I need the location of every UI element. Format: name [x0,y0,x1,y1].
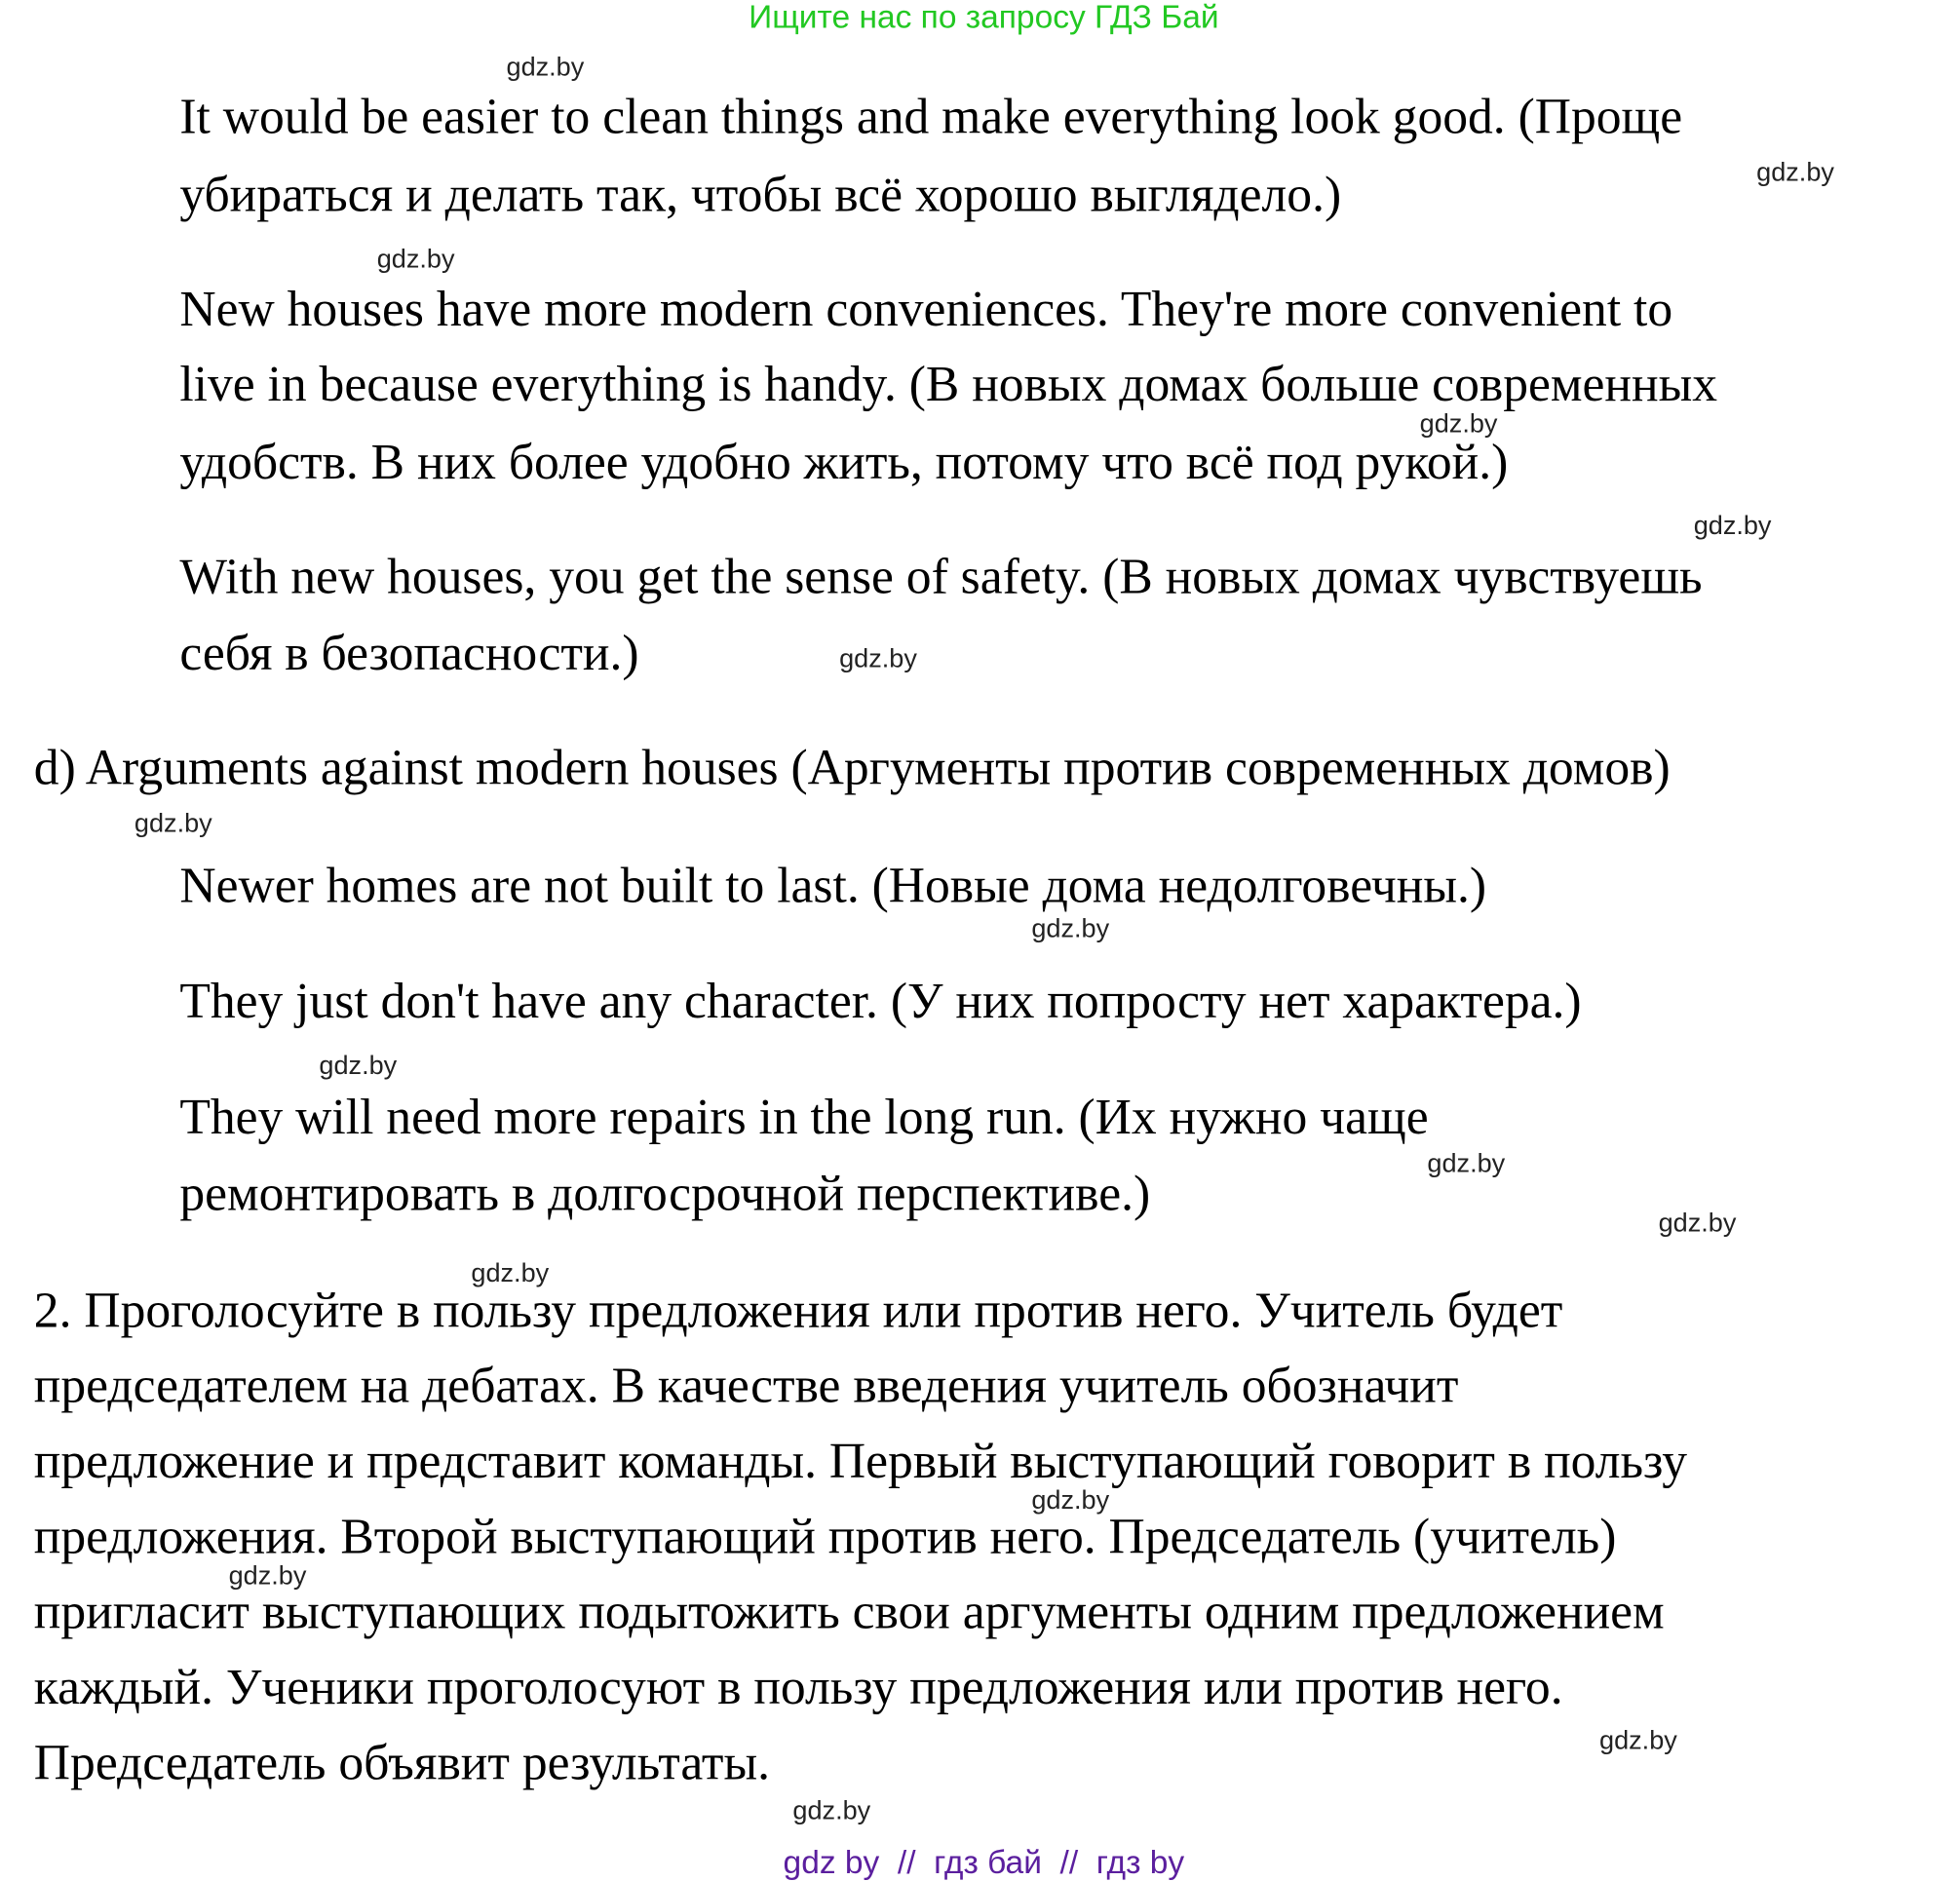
task-2-line: предложение и представит команды. Первый выступающий говорит в пользу [33,1432,1688,1489]
watermark: gdz.by [1427,1149,1506,1179]
watermark: gdz.by [376,245,455,275]
text-line: себя в безопасности.) [179,624,639,681]
text-line: They will need more repairs in the long run. (Их нужно чаще [179,1088,1429,1145]
watermark: gdz.by [792,1796,871,1826]
watermark: gdz.by [134,809,212,838]
watermark: gdz.by [506,53,585,82]
watermark: gdz.by [1756,158,1834,188]
text-line: New houses have more modern conveniences. They're more convenient to [179,280,1673,337]
task-2-line: пригласит выступающих подытожить свои аргументы одним предложением [33,1583,1665,1640]
watermark: gdz.by [1419,409,1498,439]
section-heading-d: d) Arguments against modern houses (Аргументы против современных домов) [33,738,1671,796]
watermark: gdz.by [1658,1209,1737,1238]
text-line: Newer homes are not built to last. (Новые дома недолговечны.) [179,857,1487,914]
task-2-line: каждый. Ученики проголосуют в пользу предложения или против него. [33,1658,1563,1715]
watermark: gdz.by [1599,1726,1677,1755]
watermark: gdz.by [471,1258,550,1288]
text-line: live in because everything is handy. (В новых домах больше современных [179,355,1718,412]
watermark: gdz.by [1693,511,1772,541]
watermark: gdz.by [839,644,917,673]
watermark: gdz.by [1031,914,1110,944]
text-line: It would be easier to clean things and make everything look good. (Проще [179,88,1683,145]
text-line: ремонтировать в долгосрочной перспективе.) [179,1164,1151,1222]
footer-site-links: gdz by // гдз бай // гдз by [783,1843,1185,1881]
task-2-line: предложения. Второй выступающий против него. Председатель (учитель) [33,1507,1617,1564]
text-line: They just don't have any character. (У них попросту нет характера.) [179,972,1582,1029]
watermark: gdz.by [319,1051,398,1081]
task-2-line: 2. Проголосуйте в пользу предложения или против него. Учитель будет [33,1281,1563,1338]
text-line: With new houses, you get the sense of safety. (В новых домах чувствуешь [179,548,1703,605]
text-line: удобств. В них более удобно жить, потому что всё под рукой.) [179,433,1509,490]
text-line: убираться и делать так, чтобы всё хорошо выглядело.) [179,166,1342,223]
watermark: gdz.by [1031,1486,1110,1516]
watermark: gdz.by [228,1561,307,1592]
search-hint-header: Ищите нас по запросу ГДЗ Бай [749,0,1219,36]
task-2-line: председателем на дебатах. В качестве введения учитель обозначит [33,1357,1459,1414]
task-2-line: Председатель объявит результаты. [33,1733,770,1790]
